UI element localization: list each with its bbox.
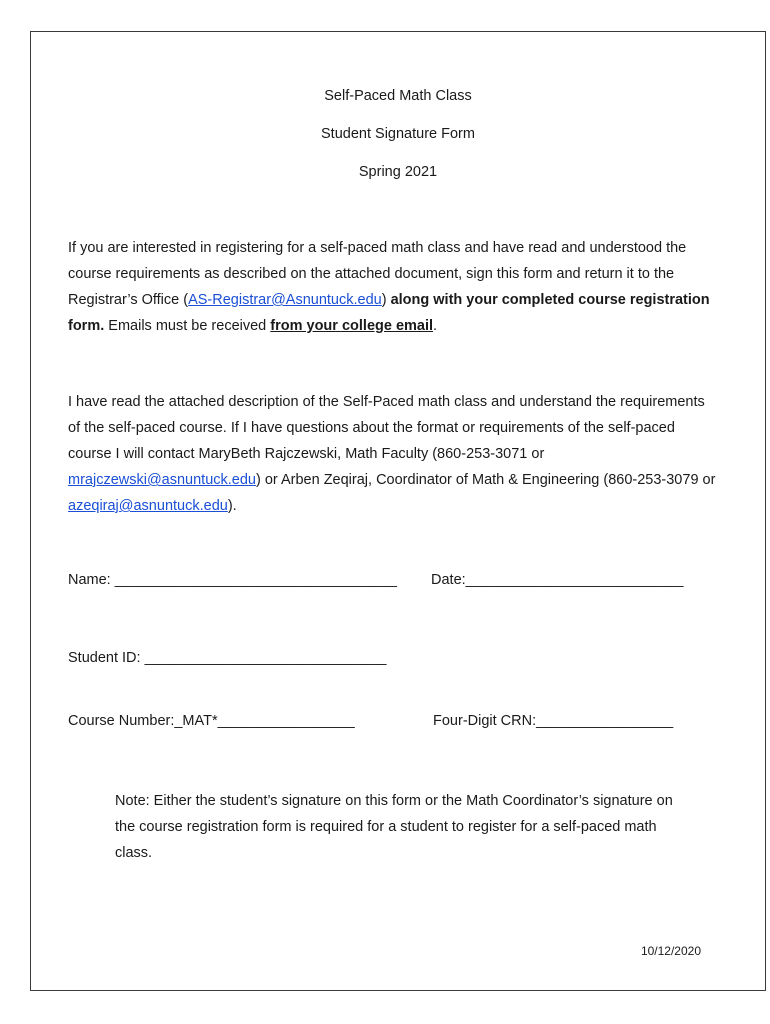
date-field[interactable]: Date:___________________________ — [431, 572, 684, 588]
agreement-text-2: ) or Arben Zeqiraj, Coordinator of Math & Engineering (860-253-3079 or — [256, 472, 716, 488]
form-subtitle: Student Signature Form — [321, 126, 475, 142]
intro-text-4: . — [433, 318, 438, 334]
form-term: Spring 2021 — [358, 164, 438, 180]
intro-text-2: ) — [381, 292, 391, 308]
student-id-field[interactable]: Student ID: ______________________________ — [68, 650, 387, 666]
course-number-field[interactable]: Course Number:_MAT*_________________ — [68, 713, 355, 729]
intro-bold-underline-text: from your college email — [270, 318, 434, 334]
intro-text-1: If you are interested in registering for a self-paced math class and have read and understood the course requirements as described on the attached document, sign this form and return it to the Registrar’s Office ( — [68, 240, 687, 308]
agreement-text-1: I have read the attached description of the Self-Paced math class and understand the requirements of the self-paced course. If I have questions about the format or requirements of the self-paced course I will contact MaryBeth Rajczewski, Math Faculty (860-253-3071 or — [68, 394, 705, 462]
faculty-email-link[interactable]: mrajczewski@asnuntuck.edu — [68, 472, 256, 488]
agreement-paragraph — [68, 389, 718, 519]
name-field[interactable]: Name: ___________________________________ — [68, 572, 397, 588]
agreement-text-3: ). — [227, 498, 237, 514]
crn-field[interactable]: Four-Digit CRN:_________________ — [433, 713, 674, 729]
form-page — [30, 31, 766, 991]
intro-paragraph — [68, 235, 718, 339]
registrar-email-link[interactable]: AS-Registrar@Asnuntuck.edu — [188, 292, 382, 308]
form-title: Self-Paced Math Class — [324, 88, 472, 104]
note-paragraph: Note: Either the student’s signature on this form or the Math Coordinator’s signature on the course registration form is required for a student to register for a self-paced math class. — [115, 793, 673, 861]
intro-text-3: Emails must be received — [104, 318, 271, 334]
coordinator-email-link[interactable]: azeqiraj@asnuntuck.edu — [68, 498, 228, 514]
footer-date: 10/12/2020 — [640, 944, 701, 958]
intro-bold-text: along with your completed course registration form. — [68, 292, 710, 334]
